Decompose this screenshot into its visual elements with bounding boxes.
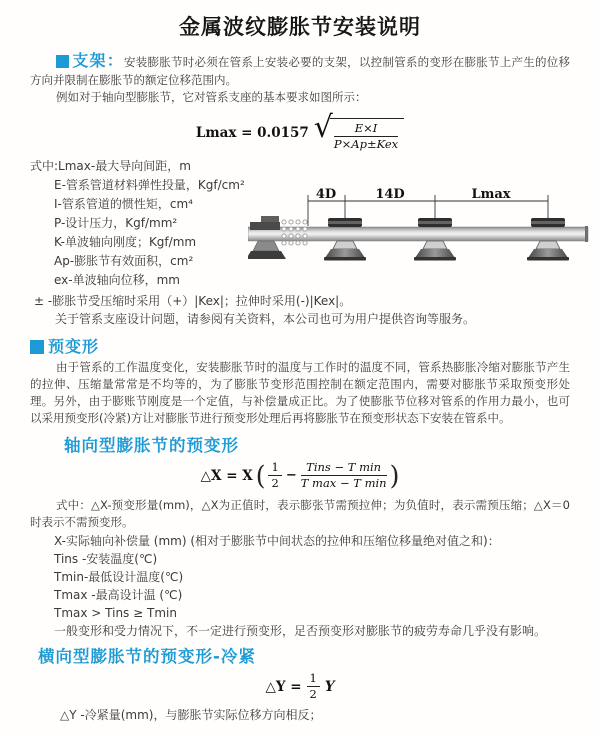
fraction-half <box>307 672 320 701</box>
section-heading-predeform <box>30 337 570 357</box>
sqrt-radicand <box>330 118 404 151</box>
section-bullet-square <box>56 55 69 68</box>
formula-lhs: △Y = <box>265 678 302 695</box>
var-line: X-实际轴向补偿量 (mm) (相对于膨胀节中间状态的拉伸和压缩位移量绝对值之和)： <box>54 533 500 548</box>
var-line: Tmin-最低设计温度(℃) <box>54 569 184 584</box>
lateral-formula <box>30 672 570 702</box>
var-line: I-管系管道的惯性矩，cm⁴ <box>54 196 193 211</box>
sqrt-sign: √ <box>313 109 333 145</box>
axial-formula <box>30 459 570 493</box>
fraction <box>334 122 398 151</box>
var-line: E-管系管道材料弹性投量，Kgf/cm² <box>54 177 245 192</box>
var-line: Tins -安装温度(℃) <box>54 551 158 566</box>
axial-variable-list <box>30 532 570 640</box>
lateral-note-line: △Y -冷紧量(mm)，与膨胀节实际位移方向相反； <box>60 707 322 722</box>
var-line: Ap-膨胀节有效面积，cm² <box>54 253 194 268</box>
var-line: K-单波轴向刚度；Kgf/mm <box>54 234 197 249</box>
formula-lhs: Lmax = 0.0157 <box>195 124 309 141</box>
pipe-support-diagram <box>248 187 590 287</box>
var-line: P-设计压力，Kgf/mm² <box>54 215 178 230</box>
vars-and-diagram <box>30 157 570 290</box>
minus-operator: − <box>285 468 297 484</box>
lmax-formula <box>30 109 570 151</box>
fraction-numerator: E×I <box>334 122 398 137</box>
fraction-denominator: 2 <box>271 476 279 491</box>
heading-axial-predeform: 轴向型膨胀节的预变形 <box>64 435 239 455</box>
note-service: 关于管系支座设计问题，请参阅有关资料，本公司也可为用户提供咨询等服务。 <box>55 312 476 327</box>
fraction-numerator: 1 <box>307 672 320 687</box>
predeform-paragraph: 由于管系的工作温度变化，安装膨胀节时的温度与工作时的温度不同，管系热膨胀冷缩对膨胀节产生的拉伸、压缩量常常是不均等的，为了膨胀节变形范围控制在额定范围内，需要对膨胀节采取预变形处理。另外，由于膨账节刚度是一个定值，与补偿量成正比。为了使膨胀节位移对管系的作用力最小，也可以采用预变形(冷紧)方让对膨胀节进行预变形处理后再将膨胀节在预变形状态下安装在管系中。 <box>30 359 570 425</box>
section-label-predeform: 预变形 <box>48 336 100 356</box>
section-label-support: 支架： <box>72 51 124 70</box>
support-intro-paragraph <box>30 52 570 89</box>
section-bullet-square <box>30 340 44 354</box>
support-intro-text: 安装膨胀节时必须在管系上安装必要的支架，以控制管系的变形在膨胀节上产生的位移方向并限制在膨胀节的额定位移范围内。 <box>30 55 570 87</box>
fraction-temperature <box>301 461 387 490</box>
fraction-denominator: 2 <box>309 687 317 702</box>
fraction-numerator: Tins − T min <box>301 461 387 476</box>
heading-lateral-predeform: 横向型膨胀节的预变形-冷紧 <box>38 646 256 666</box>
var-line: Tmax > Tins ≥ Tmin <box>54 605 177 620</box>
fraction-numerator: 1 <box>268 461 281 476</box>
dim-label-4d: 4D <box>315 186 337 202</box>
support-notes <box>30 292 570 329</box>
dim-label-lmax: Lmax <box>471 186 511 202</box>
close-paren: ) <box>389 460 400 492</box>
axial-explain-paragraph: 式中：△X-预变形量(mm)，△X为正值时，表示膨张节需预拉伸；为负值时，表示需预压缩；△X＝0时表示不需预变形。 <box>30 497 570 530</box>
fraction-denominator: T max − T min <box>300 476 387 491</box>
dim-label-14d: 14D <box>375 186 405 202</box>
var-line: 一般变形和受力情况下，不一定进行预变形，足否预变形对膨胀节的疲劳寿命几乎没有影响。 <box>54 623 547 638</box>
note-plus-minus: ± -膨胀节受压缩时采用（+）|Kex|；拉伸时采用(-)|Kex|。 <box>34 293 352 308</box>
page-title: 金属波纹膨胀节安装说明 <box>179 15 421 39</box>
formula-lhs: △X = X <box>200 467 253 484</box>
open-paren: ( <box>255 460 266 492</box>
formula-rhs: Y <box>324 678 335 695</box>
support-example-line: 例如对于轴向型膨胀节，它对管系支座的基本要求如图所示： <box>56 90 367 104</box>
fraction-denominator: P×Ap±Kex <box>333 136 399 151</box>
fraction-half <box>268 461 281 490</box>
sqrt-expression <box>313 109 404 151</box>
var-line: 式中:Lmax-最大导向间距，m <box>30 158 191 173</box>
pipe-diagram-svg <box>248 187 590 287</box>
var-line: ex-单波轴向位移，mm <box>54 272 180 287</box>
var-line: Tmax -最高设计温 (℃) <box>54 587 183 602</box>
